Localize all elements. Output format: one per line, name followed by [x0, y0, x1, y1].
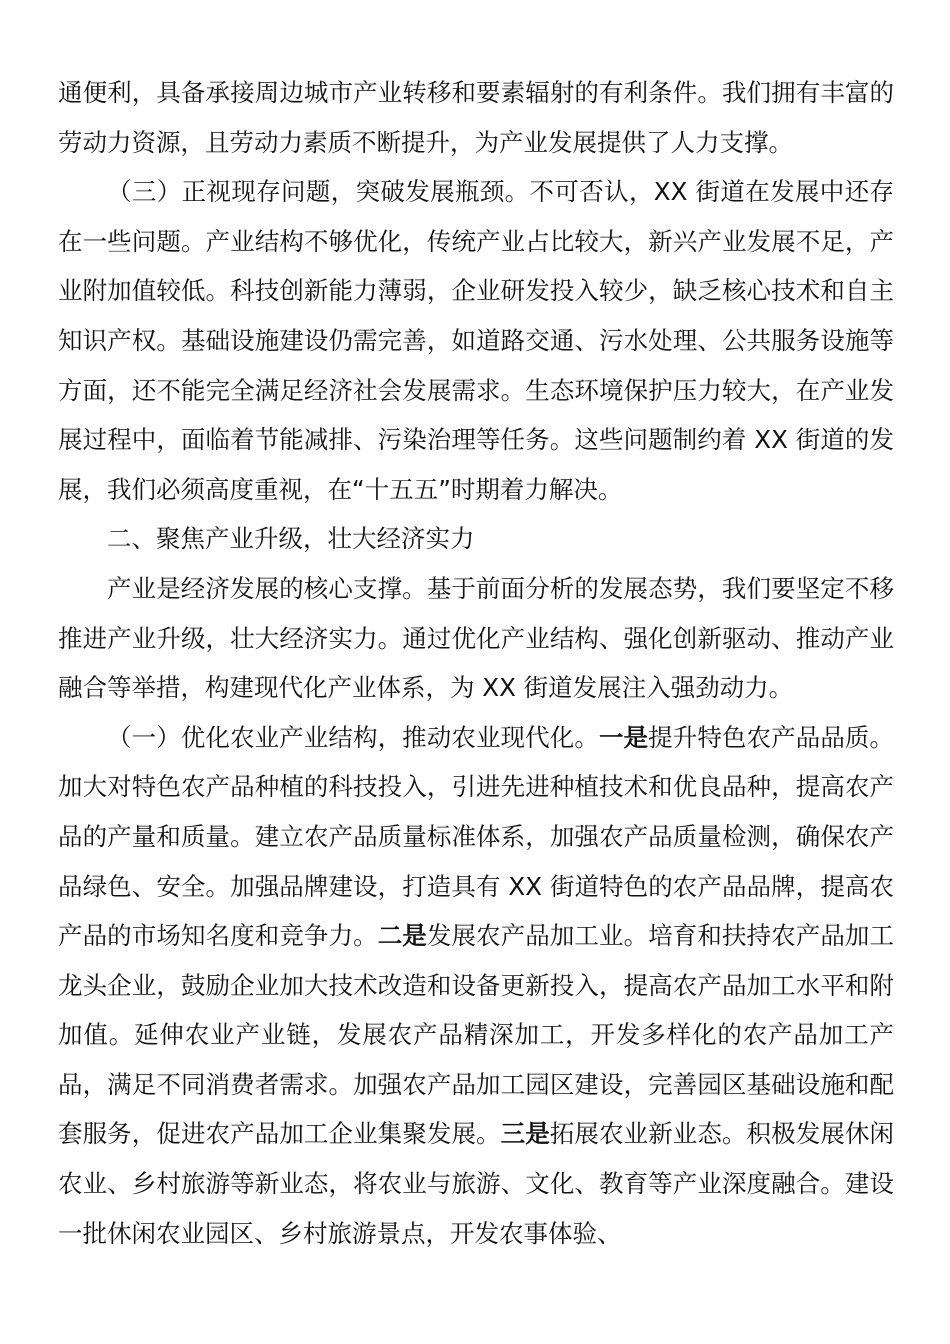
- emphasis-third: 三是: [500, 1119, 550, 1149]
- emphasis-first: 一是: [598, 722, 649, 752]
- paragraph-industry-intro: 产业是经济发展的核心支撑。基于前面分析的发展态势，我们要坚定不移推进产业升级，壮大经济实力。通过优化产业结构、强化创新驱动、推动产业融合等举措，构建现代化产业体系，为 XX 街道发展注入强劲动力。: [58, 573, 894, 703]
- paragraph-current-problems: （三）正视现存问题，突破发展瓶颈。不可否认，XX 街道在发展中还存在一些问题。产业结构不够优化，传统产业占比较大，新兴产业发展不足，产业附加值较低。科技创新能力薄弱，企业研发投入较少，缺乏核心技术和自主知识产权。基础设施建设仍需完善，如道路交通、污水处理、公共服务设施等方面，还不能完全满足经济社会发展需求。生态环境保护压力较大，在产业发展过程中，面临着节能减排、污染治理等任务。这些问题制约着 XX 街道的发展，我们必须高度重视，在“十五五”时期着力解决。: [58, 177, 894, 504]
- agriculture-point-2: 发展农产品加工业。培育和扶持农产品加工龙头企业，鼓励企业加大技术改造和设备更新投入，提高农产品加工水平和附加值。延伸农业产业链，发展农产品精深加工，开发多样化的农产品加工产品，满足不同消费者需求。加强农产品加工园区建设，完善园区基础设施和配套服务，促进农产品加工企业集聚发展。: [58, 921, 895, 1149]
- agriculture-point-1: 提升特色农产品品质。加大对特色农产品种植的科技投入，引进先进种植技术和优良品种，提高农产品的产量和质量。建立农产品质量标准体系，加强农产品质量检测，确保农产品绿色、安全。加强品牌建设，打造具有 XX 街道特色的农产品品牌，提高农产品的市场知名度和竞争力。: [58, 722, 895, 951]
- paragraph-agriculture: [58, 713, 894, 1259]
- agriculture-intro: （一）优化农业产业结构，推动农业现代化。: [107, 722, 599, 752]
- document-page: [58, 68, 894, 1258]
- section-heading: 二、聚焦产业升级，壮大经济实力: [107, 524, 475, 554]
- emphasis-second: 二是: [377, 921, 427, 951]
- agriculture-point-3: 拓展农业新业态。积极发展休闲农业、乡村旅游等新业态，将农业与旅游、文化、教育等产业深度融合。建设一批休闲农业园区、乡村旅游景点，开发农事体验、: [58, 1119, 895, 1248]
- paragraph-continuation: 通便利，具备承接周边城市产业转移和要素辐射的有利条件。我们拥有丰富的劳动力资源，且劳动力素质不断提升，为产业发展提供了人力支撑。: [58, 78, 894, 157]
